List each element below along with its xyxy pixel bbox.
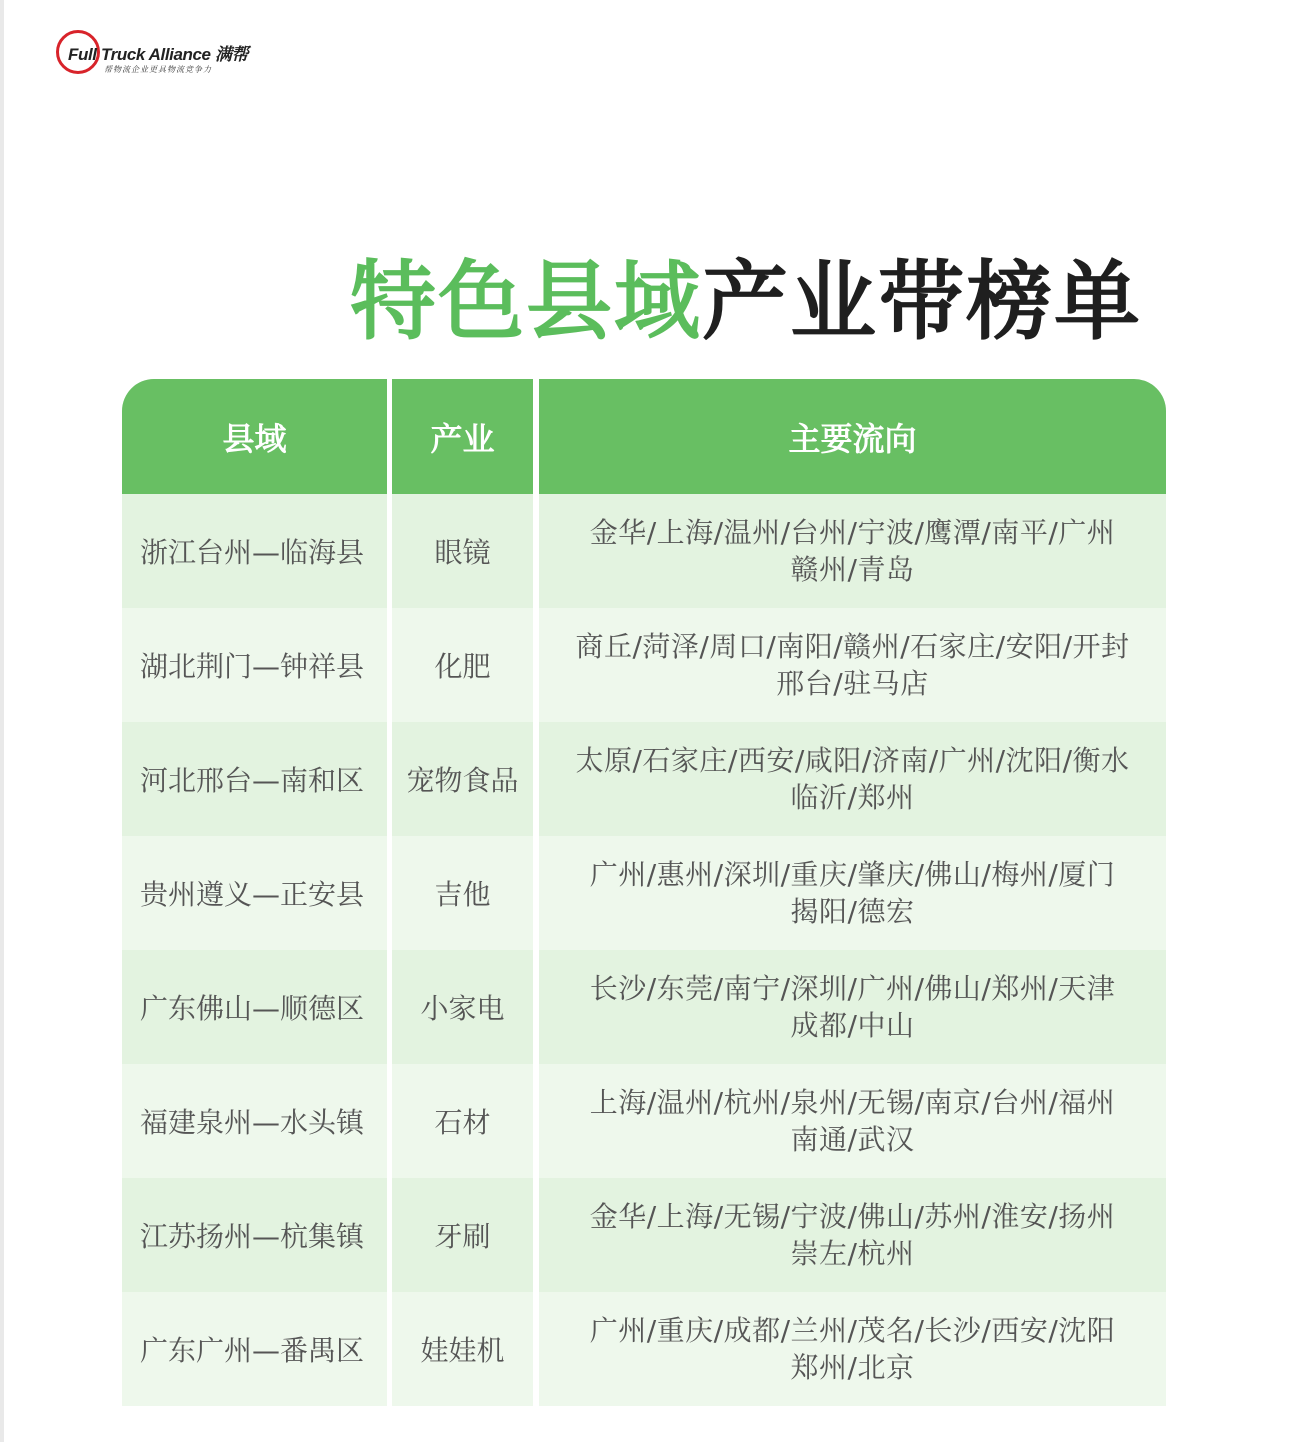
title-rest: 产业带榜单	[702, 252, 1142, 352]
destinations-line: 成都/中山	[790, 1009, 915, 1042]
destinations-line: 商丘/菏泽/周口/南阳/赣州/石家庄/安阳/开封	[575, 630, 1130, 663]
destinations-cell	[539, 1064, 1166, 1178]
destinations-line: 长沙/东莞/南宁/深圳/广州/佛山/郑州/天津	[589, 972, 1116, 1005]
brand-name: Full Truck Alliance	[68, 45, 211, 64]
table-row	[122, 722, 1166, 836]
table-row	[122, 1178, 1166, 1292]
destinations-line: 揭阳/德宏	[790, 895, 915, 928]
destinations-line: 金华/上海/无锡/宁波/佛山/苏州/淮安/扬州	[589, 1200, 1116, 1233]
industry-cell: 宠物食品	[392, 722, 533, 836]
table-row	[122, 950, 1166, 1064]
header-industry: 产业	[392, 379, 533, 494]
brand-cn-name: 满帮	[214, 45, 249, 64]
industry-cell: 眼镜	[392, 494, 533, 608]
industry-cell: 吉他	[392, 836, 533, 950]
table-row	[122, 608, 1166, 722]
logo-text	[68, 40, 248, 65]
table-row	[122, 494, 1166, 608]
destinations-line: 崇左/杭州	[790, 1237, 915, 1270]
destinations-cell	[539, 836, 1166, 950]
table-row	[122, 1064, 1166, 1178]
destinations-line: 太原/石家庄/西安/咸阳/济南/广州/沈阳/衡水	[575, 744, 1130, 777]
county-cell: 贵州遵义—正安县	[122, 836, 387, 950]
destinations-cell	[539, 1292, 1166, 1406]
county-cell: 江苏扬州—杭集镇	[122, 1178, 387, 1292]
header-county: 县域	[122, 379, 387, 494]
destinations-line: 郑州/北京	[790, 1351, 915, 1384]
industry-cell: 化肥	[392, 608, 533, 722]
destinations-line: 赣州/青岛	[790, 553, 915, 586]
destinations-cell	[539, 722, 1166, 836]
header-destinations: 主要流向	[539, 379, 1166, 494]
destinations-line: 临沂/郑州	[790, 781, 915, 814]
destinations-line: 南通/武汉	[790, 1123, 915, 1156]
county-cell: 湖北荆门—钟祥县	[122, 608, 387, 722]
page-edge	[0, 0, 4, 1442]
destinations-line: 上海/温州/杭州/泉州/无锡/南京/台州/福州	[589, 1086, 1116, 1119]
page-title	[350, 252, 1142, 352]
title-highlight: 特色县域	[350, 252, 702, 352]
industry-cell: 小家电	[392, 950, 533, 1064]
table-header	[122, 379, 1166, 494]
destinations-cell	[539, 1178, 1166, 1292]
county-cell: 福建泉州—水头镇	[122, 1064, 387, 1178]
industry-table	[122, 379, 1166, 1406]
destinations-line: 广州/重庆/成都/兰州/茂名/长沙/西安/沈阳	[589, 1314, 1116, 1347]
destinations-line: 广州/惠州/深圳/重庆/肇庆/佛山/梅州/厦门	[589, 858, 1116, 891]
brand-tagline: 帮物流企业更具物流竞争力	[104, 65, 212, 74]
destinations-line: 金华/上海/温州/台州/宁波/鹰潭/南平/广州	[589, 516, 1116, 549]
county-cell: 广东佛山—顺德区	[122, 950, 387, 1064]
table-row	[122, 836, 1166, 950]
brand-logo	[56, 30, 286, 80]
industry-cell: 牙刷	[392, 1178, 533, 1292]
industry-cell: 娃娃机	[392, 1292, 533, 1406]
destinations-cell	[539, 950, 1166, 1064]
county-cell: 广东广州—番禺区	[122, 1292, 387, 1406]
destinations-cell	[539, 494, 1166, 608]
table-row	[122, 1292, 1166, 1406]
destinations-line: 邢台/驻马店	[776, 667, 929, 700]
destinations-cell	[539, 608, 1166, 722]
industry-cell: 石材	[392, 1064, 533, 1178]
county-cell: 浙江台州—临海县	[122, 494, 387, 608]
county-cell: 河北邢台—南和区	[122, 722, 387, 836]
